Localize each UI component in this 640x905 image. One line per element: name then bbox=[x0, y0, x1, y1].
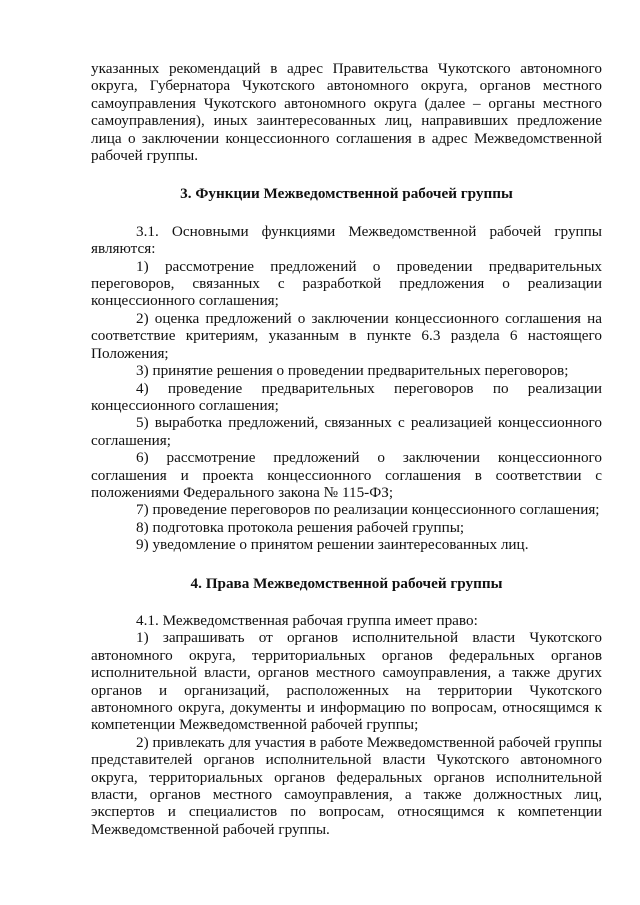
section-4-item-1: 1) запрашивать от органов исполнительной власти Чукотского автономного округа, территориальных органов федеральных органов исполнительной власти, органов местного самоуправления, а также других органов и организаций, расположенных на территории Чукотского автономного округа, документы и информацию по вопросам, относящимся к компетенции Межведомственной рабочей группы; bbox=[91, 629, 602, 734]
section-3-item-2: 2) оценка предложений о заключении концессионного соглашения на соответствие критериям, указанным в пункте 6.3 раздела 6 настоящего Положения; bbox=[91, 309, 602, 362]
section-3-item-7: 7) проведение переговоров по реализации концессионного соглашения; bbox=[136, 501, 600, 519]
intro-paragraph: указанных рекомендаций в адрес Правительства Чукотского автономного округа, Губернатора Чукотского автономного округа, органов местного самоуправления Чукотского автономного округа (далее – органы местного самоуправления), иных заинтересованных лиц, направивших предложение лица о заключении концессионного соглашения в адрес Межведомственной рабочей группы. bbox=[91, 60, 602, 165]
section-3-item-9: 9) уведомление о принятом решении заинтересованных лиц. bbox=[136, 536, 529, 554]
section-3-heading: 3. Функции Межведомственной рабочей группы bbox=[180, 185, 513, 203]
section-3-item-3: 3) принятие решения о проведении предварительных переговоров; bbox=[136, 362, 569, 380]
section-3-item-6: 6) рассмотрение предложений о заключении концессионного соглашения и проекта концессионного соглашения в соответствии с положениями Федерального закона № 115-ФЗ; bbox=[91, 449, 602, 501]
section-3-item-1: 1) рассмотрение предложений о проведении предварительных переговоров, связанных с разработкой предложения о реализации концессионного соглашения; bbox=[91, 257, 602, 310]
section-4-item-2: 2) привлекать для участия в работе Межведомственной рабочей группы представителей органов исполнительной власти Чукотского автономного округа, территориальных органов федеральных органов исполнительной власти, органов местного самоуправления, а также должностных лиц, экспертов и специалистов по вопросам, относящимся к компетенции Межведомственной рабочей группы. bbox=[91, 733, 602, 838]
section-3-item-5: 5) выработка предложений, связанных с реализацией концессионного соглашения; bbox=[91, 414, 602, 449]
section-3-lead: 3.1. Основными функциями Межведомственной рабочей группы являются: bbox=[91, 222, 602, 258]
section-4-lead: 4.1. Межведомственная рабочая группа имеет право: bbox=[136, 611, 478, 629]
section-3-item-8: 8) подготовка протокола решения рабочей группы; bbox=[136, 518, 465, 536]
section-3-item-4: 4) проведение предварительных переговоров по реализации концессионного соглашения; bbox=[91, 379, 602, 414]
section-4-heading: 4. Права Межведомственной рабочей группы bbox=[190, 574, 503, 592]
